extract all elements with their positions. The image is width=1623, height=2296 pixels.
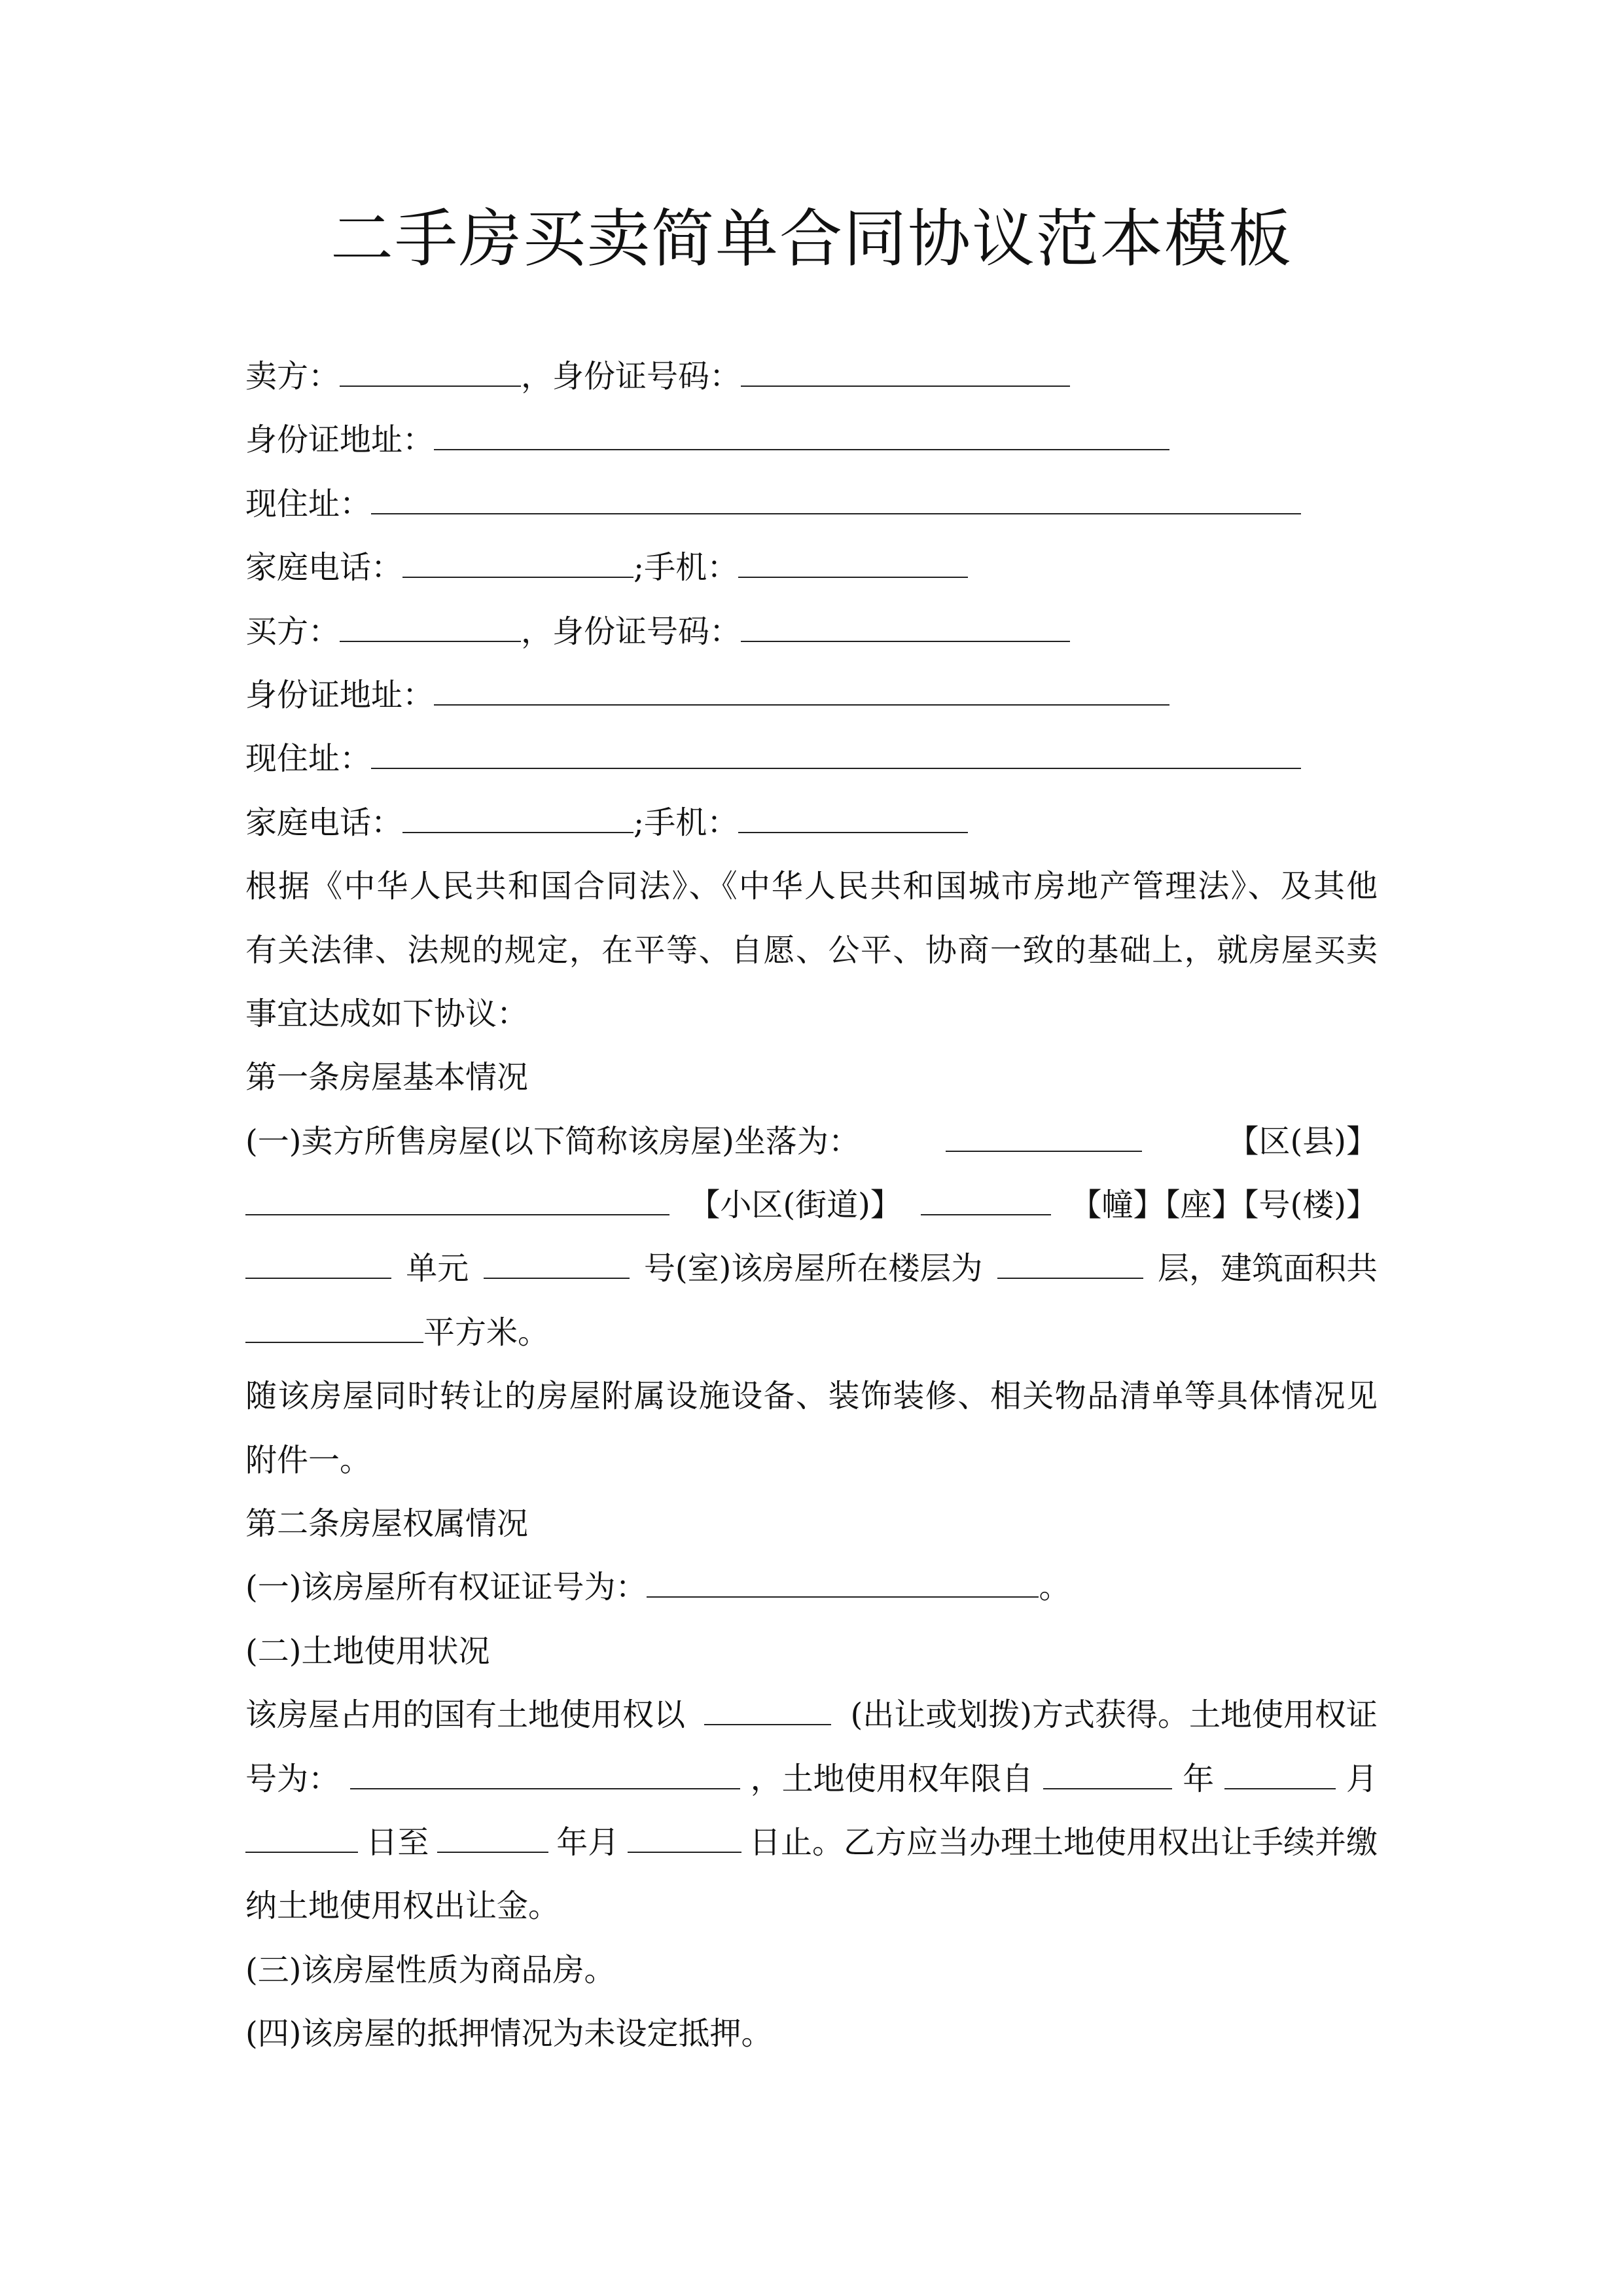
- certificate-number-field[interactable]: [647, 1570, 1039, 1598]
- area-line: [245, 1301, 1378, 1365]
- label: 月: [1346, 1760, 1378, 1797]
- buyer-id-address-field[interactable]: [434, 678, 1169, 706]
- seller-id-address-field[interactable]: [434, 423, 1169, 450]
- attachment-line: 随该房屋同时转让的房屋附属设施设备、装饰装修、相关物品清单等具体情况见: [245, 1378, 1378, 1415]
- label: 日至: [366, 1823, 429, 1861]
- certificate-line: [245, 1556, 1378, 1619]
- buyer-id-field[interactable]: [741, 615, 1070, 642]
- room-field[interactable]: [484, 1251, 630, 1279]
- buyer-phone-line: [245, 791, 1378, 855]
- seller-current-address-field[interactable]: [371, 487, 1301, 514]
- label: 号为：: [245, 1760, 340, 1797]
- start-year-field[interactable]: [1043, 1762, 1172, 1789]
- label: 号(室)该房屋所在楼层为: [643, 1250, 983, 1287]
- article-2-title: 第二条房屋权属情况: [245, 1505, 529, 1543]
- property-type-line: (三)该房屋性质为商品房。: [245, 1951, 616, 1988]
- land-term-line: [245, 1811, 1378, 1874]
- location-line-2: [245, 1174, 1378, 1237]
- label: 卖方：: [245, 358, 340, 395]
- article-1-title: 第一条房屋基本情况: [245, 1059, 529, 1096]
- label: 身份证地址：: [245, 676, 435, 713]
- label: 买方：: [245, 613, 340, 650]
- start-day-field[interactable]: [245, 1825, 358, 1853]
- contract-body: [245, 345, 1378, 2066]
- acquire-method-field[interactable]: [704, 1698, 831, 1725]
- seller-home-phone-field[interactable]: [402, 550, 633, 578]
- end-year-field[interactable]: [437, 1825, 548, 1853]
- area-field[interactable]: [245, 1316, 423, 1343]
- building-field[interactable]: [921, 1188, 1051, 1215]
- buyer-name-field[interactable]: [340, 615, 521, 642]
- label: ;手机：: [633, 549, 739, 586]
- label: 家庭电话：: [245, 804, 403, 841]
- label: (出让或划拨)方式获得。土地使用权证: [850, 1696, 1378, 1734]
- seller-id-address-line: [245, 408, 1378, 472]
- buyer-current-address-field[interactable]: [371, 742, 1301, 769]
- label: 年月: [556, 1823, 620, 1861]
- label: 平方米。: [423, 1314, 550, 1351]
- land-use-heading: (二)土地使用状况: [245, 1632, 490, 1670]
- label: 年: [1183, 1760, 1215, 1797]
- preamble-line: 有关法律、法规的规定，在平等、自愿、公平、协商一致的基础上，就房屋买卖: [245, 931, 1378, 969]
- label: 【小区(街道)】: [688, 1187, 902, 1224]
- preamble-line: 事宜达成如下协议：: [245, 995, 529, 1032]
- end-day-field[interactable]: [628, 1825, 741, 1853]
- land-cert-number-field[interactable]: [350, 1762, 740, 1789]
- label: 该房屋占用的国有土地使用权以: [245, 1696, 686, 1734]
- buyer-name-line: [245, 600, 1378, 664]
- mortgage-line: (四)该房屋的抵押情况为未设定抵押。: [245, 2015, 773, 2053]
- start-month-field[interactable]: [1224, 1762, 1336, 1789]
- label: ;手机：: [633, 804, 739, 841]
- label: ，身份证号码：: [521, 358, 741, 395]
- label: (一)该房屋所有权证证号为：: [245, 1569, 647, 1606]
- unit-field[interactable]: [245, 1251, 391, 1279]
- land-cert-line: [245, 1748, 1378, 1811]
- label: 层，建筑面积共: [1157, 1250, 1378, 1287]
- floor-field[interactable]: [997, 1251, 1143, 1279]
- seller-name-line: [245, 345, 1378, 408]
- label: 单元: [406, 1250, 469, 1287]
- district-field[interactable]: [946, 1124, 1142, 1152]
- label: 【幢】【座】【号(楼)】: [1070, 1187, 1378, 1224]
- seller-current-address-line: [245, 473, 1378, 536]
- attachment-line: 附件一。: [245, 1441, 372, 1479]
- land-acquire-line: [245, 1683, 1378, 1747]
- unit-line: [245, 1237, 1378, 1300]
- preamble-line: 根据《中华人民共和国合同法》、《中华人民共和国城市房地产管理法》、及其他: [245, 868, 1378, 905]
- seller-mobile-field[interactable]: [738, 550, 968, 578]
- location-line: [245, 1110, 1378, 1174]
- seller-phone-line: [245, 536, 1378, 600]
- community-field[interactable]: [245, 1188, 669, 1215]
- label: ，土地使用权年限自: [750, 1760, 1033, 1797]
- label: 日止。乙方应当办理土地使用权出让手续并缴: [749, 1823, 1378, 1861]
- document-title: 二手房买卖简单合同协议范本模板: [330, 202, 1293, 276]
- buyer-home-phone-field[interactable]: [402, 806, 633, 833]
- seller-name-field[interactable]: [340, 359, 521, 387]
- label: (一)卖方所售房屋(以下简称该房屋)坐落为：: [245, 1122, 860, 1160]
- label: 现住址：: [245, 485, 372, 522]
- buyer-id-address-line: [245, 664, 1378, 727]
- buyer-mobile-field[interactable]: [738, 806, 968, 833]
- label: 现住址：: [245, 740, 372, 778]
- label: 【区(县)】: [1227, 1122, 1378, 1160]
- label: 身份证地址：: [245, 422, 435, 459]
- seller-id-field[interactable]: [741, 359, 1070, 387]
- label: ，身份证号码：: [521, 613, 741, 650]
- land-fee-line: 纳土地使用权出让金。: [245, 1888, 560, 1925]
- label: 。: [1039, 1569, 1071, 1606]
- buyer-current-address-line: [245, 727, 1378, 791]
- label: 家庭电话：: [245, 549, 403, 586]
